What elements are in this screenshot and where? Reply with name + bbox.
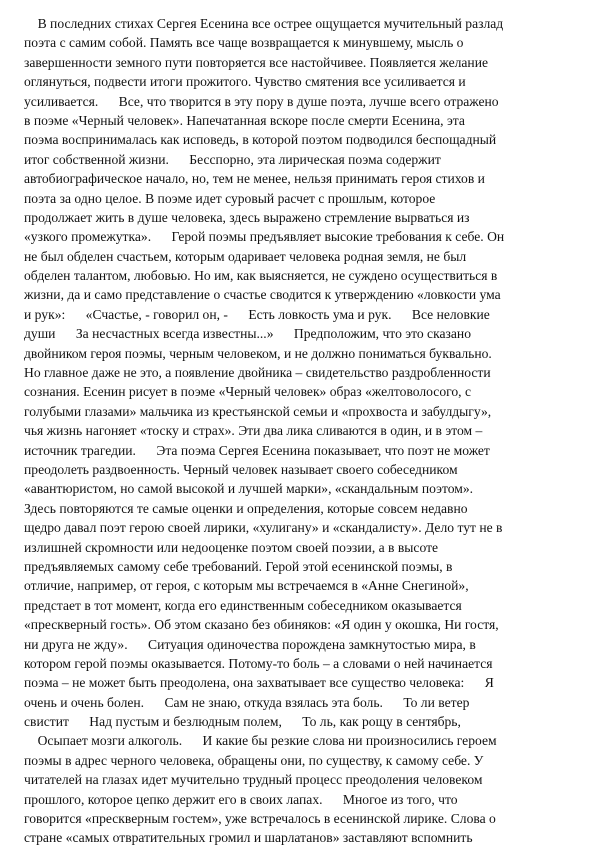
- text-line: поэта за одно целое. В поэме идет суровый расчет с прошлым, которое: [24, 190, 436, 206]
- text-line: поэта с самим собой. Память все чаще возвращается к минувшему, мысль о: [24, 35, 464, 51]
- text-line: души За несчастных всегда известны...» Предположим, что это сказано: [24, 326, 471, 342]
- text-line: ни друга не жду». Ситуация одиночества порождена замкнутостью мира, в: [24, 636, 476, 652]
- text-line: излишней скромности или недооценке поэтом своей поэзии, а в высоте: [24, 539, 439, 555]
- text-line: прошлого, которое цепко держит его в своих лапах. Многое из того, что: [24, 791, 458, 807]
- text-line: усиливается. Все, что творится в эту пору в душе поэта, лучше всего отражено: [24, 93, 499, 109]
- text-line: отличие, например, от героя, с которым мы встречаемся в «Анне Снегиной»,: [24, 578, 469, 594]
- text-line: «прескверный гость». Об этом сказано без обиняков: «Я один у окошка, Ни гостя,: [24, 617, 499, 633]
- text-line: итог собственной жизни. Бесспорно, эта лирическая поэма содержит: [24, 151, 441, 167]
- text-line: котором герой поэмы оказывается. Потому-то боль – а словами о ней начинается: [24, 655, 493, 671]
- text-line: стране «самых отвратительных громил и шарлатанов» заставляют вспомнить: [24, 830, 473, 846]
- text-line: завершенности земного пути повторяется все настойчивее. Появляется желание: [24, 54, 488, 70]
- text-line: жизни, да и само представление о счастье сводится к утверждению «ловкости ума: [24, 287, 501, 303]
- text-line: В последних стихах Сергея Есенина все острее ощущается мучительный разлад: [24, 16, 504, 31]
- text-line: оглянуться, подвести итоги прожитого. Чувство смятения все усиливается и: [24, 74, 466, 90]
- text-line: источник трагедии. Эта поэма Сергея Есенина показывает, что поэт не может: [24, 442, 490, 458]
- text-line: очень и очень болен. Сам не знаю, откуда взялась эта боль. То ли ветер: [24, 694, 470, 710]
- text-line: предстает в тот момент, когда его единственным собеседником оказывается: [24, 597, 462, 613]
- text-line: голубыми глазами» мальчика из крестьянской семьи и «прохвоста и забулдыгу»,: [24, 403, 492, 419]
- text-line: не был обделен счастьем, которым одаривает человека родная земля, не был: [24, 248, 467, 264]
- text-line: «авантюристом, но самой высокой и лучшей марки», «скандальным поэтом».: [24, 481, 474, 497]
- text-line: Осыпает мозги алкоголь. И какие бы резкие слова ни произносились героем: [24, 733, 497, 749]
- text-line: и рук»: «Счастье, - говорил он, - Есть ловкость ума и рук. Все неловкие: [24, 306, 490, 322]
- text-line: автобиографическое начало, но, тем не менее, нельзя принимать героя стихов и: [24, 171, 485, 187]
- text-line: двойником героя поэмы, черным человеком, и не должно пониматься буквально.: [24, 345, 492, 361]
- text-line: свистит Над пустым и безлюдным полем, То ль, как рощу в сентябрь,: [24, 714, 461, 730]
- essay-text-block: [24, 14, 572, 848]
- text-line: обделен талантом, любовью. Но им, как выясняется, не суждено осуществиться в: [24, 268, 498, 284]
- text-line: читателей на глазах идет мучительно трудный процесс преодоления человеком: [24, 772, 483, 788]
- text-line: Здесь повторяются те самые оценки и определения, которые совсем недавно: [24, 500, 468, 516]
- text-line: чья жизнь нагоняет «тоску и страх». Эти два лика сливаются в один, и в этом –: [24, 423, 483, 439]
- text-line: предъявляемых самому себе требований. Герой этой есенинской поэмы, в: [24, 558, 453, 574]
- text-line: сознания. Есенин рисует в поэме «Черный человек» образ «желтоволосого, с: [24, 384, 472, 400]
- text-line: «узкого промежутка». Герой поэмы предъявляет высокие требования к себе. Он: [24, 229, 505, 245]
- text-line: преодолеть раздвоенность. Черный человек называет своего собеседником: [24, 461, 458, 477]
- text-line: продолжает жить в душе человека, здесь выражено стремление вырваться из: [24, 209, 470, 225]
- text-line: щедро давал поэт герою своей лирики, «хулигану» и «скандалисту». Дело тут не в: [24, 520, 503, 536]
- text-line: поэмы в адрес черного человека, обращены они, по существу, к самому себе. У: [24, 752, 484, 768]
- text-line: поэма воспринималась как исповедь, в которой поэтом подводился беспощадный: [24, 132, 497, 148]
- text-line: поэма – не может быть преодолена, она захватывает все существо человека: Я: [24, 675, 494, 691]
- text-line: Но главное даже не это, а появление двойника – свидетельство раздробленности: [24, 365, 491, 381]
- text-line: говорится «прескверным гостем», уже встречалось в есенинской лирике. Слова о: [24, 811, 496, 827]
- text-line: в поэме «Черный человек». Напечатанная вскоре после смерти Есенина, эта: [24, 112, 465, 128]
